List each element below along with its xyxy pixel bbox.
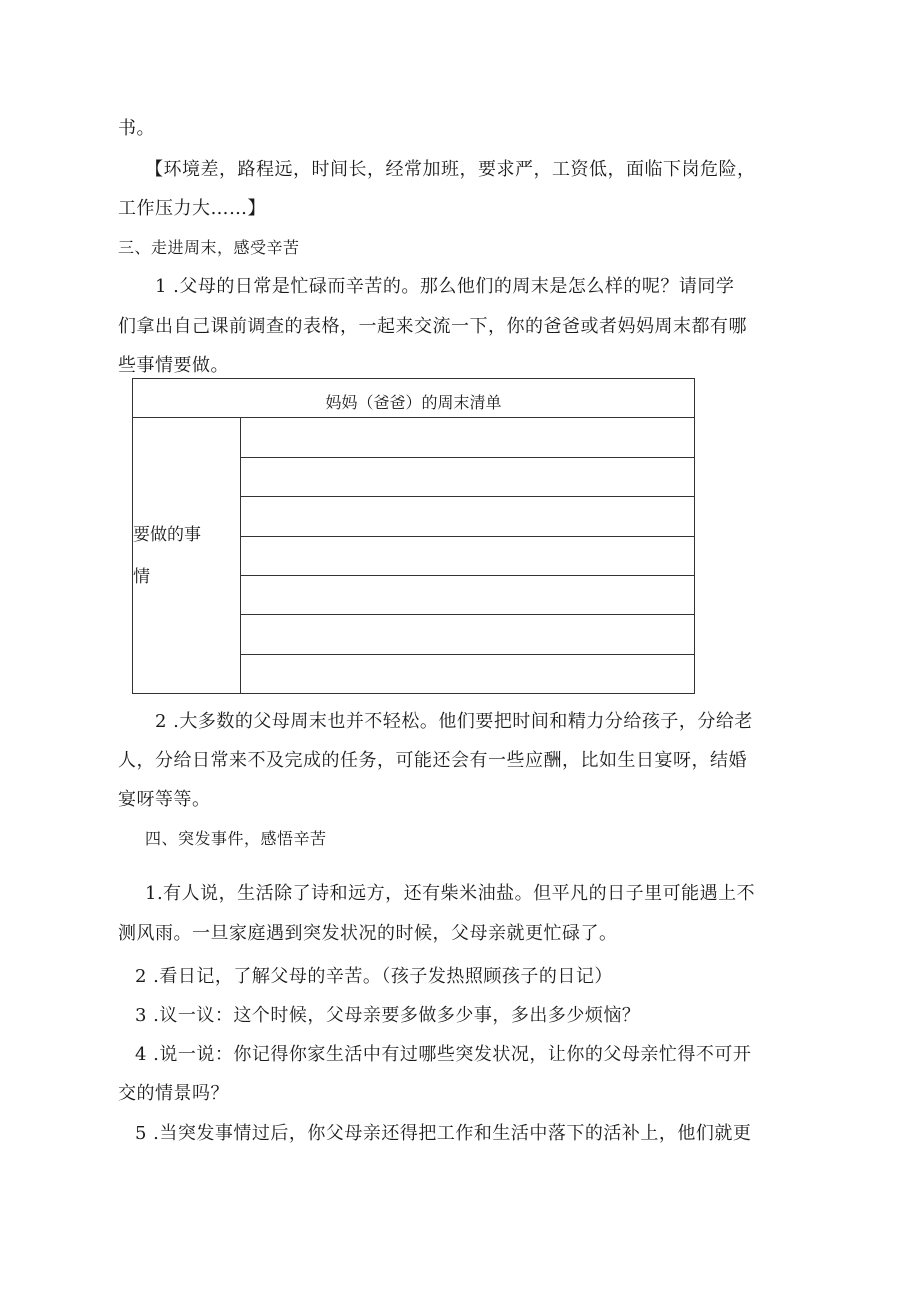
item-3-2-line-3: 宴呀等等。 — [118, 789, 211, 810]
table-blank-cell[interactable] — [241, 497, 695, 536]
table-row-label-line-2: 情 — [133, 566, 150, 587]
weekend-checklist-table — [132, 378, 695, 694]
section-heading-3: 三、走进周末，感受辛苦 — [118, 238, 300, 257]
table-blank-cell[interactable] — [241, 575, 695, 614]
bracket-list-line-2: 工作压力大……】 — [118, 198, 266, 219]
table-blank-cell[interactable] — [241, 418, 695, 457]
table-row-label-line-1: 要做的事 — [133, 524, 201, 545]
bracket-list-line-1: 【环境差，路程远，时间长，经常加班，要求严，工资低，面临下岗危险， — [145, 159, 756, 180]
item-4-1-line-2: 测风雨。一旦家庭遇到突发状况的时候，父母亲就更忙碌了。 — [118, 923, 618, 944]
item-4-1-line-1: 1.有人说，生活除了诗和远方，还有柴米油盐。但平凡的日子里可能遇上不 — [145, 883, 756, 904]
item-4-2: 2 .看日记，了解父母的辛苦。（孩子发热照顾孩子的日记） — [135, 966, 613, 987]
table-blank-cell[interactable] — [241, 615, 695, 654]
table-row-label — [133, 418, 241, 694]
item-3-2-line-2: 人，分给日常来不及完成的任务，可能还会有一些应酬，比如生日宴呀，结婚 — [118, 750, 747, 771]
item-3-1-line-3: 些事情要做。 — [118, 355, 229, 376]
table-blank-cell[interactable] — [241, 457, 695, 496]
item-4-5-line-1: 5 .当突发事情过后，你父母亲还得把工作和生活中落下的活补上，他们就更 — [135, 1123, 752, 1144]
item-3-1-line-2: 们拿出自己课前调查的表格，一起来交流一下，你的爸爸或者妈妈周末都有哪 — [118, 316, 747, 337]
paragraph-continuation: 书。 — [118, 118, 155, 139]
section-heading-4: 四、突发事件，感悟辛苦 — [145, 829, 327, 848]
table-blank-cell[interactable] — [241, 654, 695, 693]
item-4-4-line-2: 交的情景吗？ — [118, 1083, 229, 1104]
table-title: 妈妈（爸爸）的周末清单 — [133, 379, 695, 418]
item-3-1-line-1: 1 .父母的日常是忙碌而辛苦的。那么他们的周末是怎么样的呢？请同学 — [155, 276, 735, 297]
table-blank-cell[interactable] — [241, 536, 695, 575]
item-4-3: 3 .议一议：这个时候，父母亲要多做多少事，多出多少烦恼？ — [135, 1005, 641, 1026]
item-3-2-line-1: 2 .大多数的父母周末也并不轻松。他们要把时间和精力分给孩子，分给老 — [155, 711, 753, 732]
item-4-4-line-1: 4 .说一说：你记得你家生活中有过哪些突发状况，让你的父母亲忙得不可开 — [135, 1044, 752, 1065]
